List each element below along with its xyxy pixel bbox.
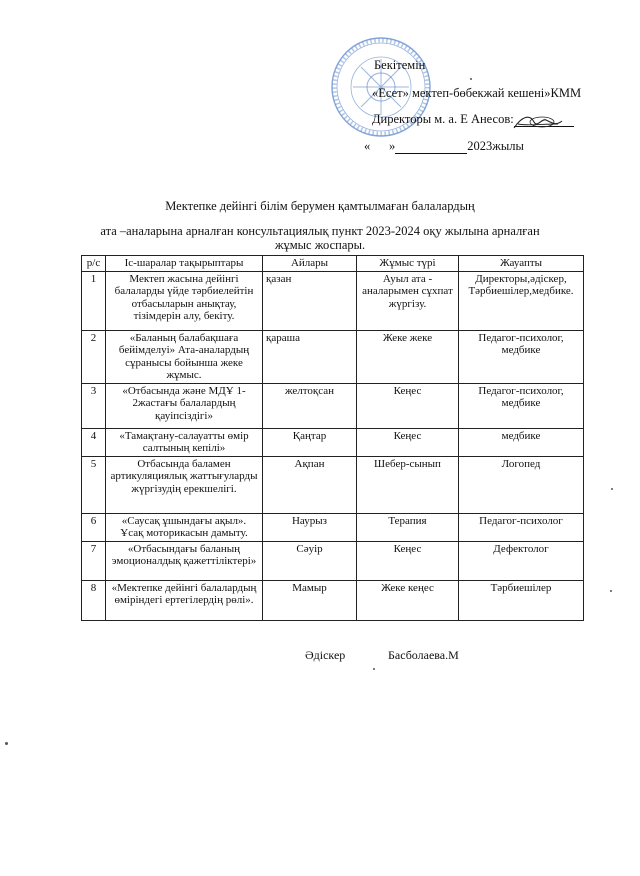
scan-speck (5, 742, 8, 745)
approval-heading: Бекітемін (374, 58, 426, 72)
row-topic: «Баланың балабақшаға бейімделуі» Ата-аналардың сұранысы бойынша жеке жұмыс. (106, 330, 263, 383)
row-number: 7 (82, 541, 106, 580)
scan-speck (470, 78, 472, 80)
date-year: 2023жылы (467, 139, 524, 153)
scan-speck (611, 488, 613, 490)
row-work-type: Жеке кеңес (357, 580, 459, 620)
row-month: Наурыз (263, 513, 357, 541)
table-row (82, 271, 584, 330)
table-row (82, 330, 584, 383)
header-responsible: Жауапты (459, 256, 584, 272)
row-number: 1 (82, 271, 106, 330)
row-month: Сәуір (263, 541, 357, 580)
table-row (82, 428, 584, 456)
table-header-row (82, 256, 584, 272)
row-topic: Мектеп жасына дейінгі балаларды үйде тәрбиелейтін отбасыларын анықтау, тізімдерін алу, бекіту. (106, 271, 263, 330)
document-title-line1: Мектепке дейінгі білім берумен қамтылмаған балалардың (165, 199, 475, 213)
date-quote-open: « (364, 139, 371, 153)
row-month: Мамыр (263, 580, 357, 620)
row-month: қараша (263, 330, 357, 383)
row-topic: Отбасында баламен артикуляциялық жаттығуларды жүргізудің ерекшелігі. (106, 456, 263, 513)
row-responsible: Логопед (459, 456, 584, 513)
date-quote-close: » (389, 139, 396, 153)
row-number: 4 (82, 428, 106, 456)
row-topic: «Отбасында және МДҰ 1-2жастағы балалардың қауіпсіздігі» (106, 383, 263, 428)
row-work-type: Кеңес (357, 541, 459, 580)
approval-date (364, 139, 524, 154)
row-topic: «Мектепке дейінгі балалардың өміріндегі ертегілердің рөлі». (106, 580, 263, 620)
row-work-type: Шебер-сынып (357, 456, 459, 513)
row-responsible: Педагог-психолог, медбике (459, 330, 584, 383)
row-month: Қаңтар (263, 428, 357, 456)
row-number: 8 (82, 580, 106, 620)
scan-speck (610, 590, 612, 592)
handwritten-signature (512, 112, 564, 134)
row-topic: «Тамақтану-салауатты өмір салтының кепілі» (106, 428, 263, 456)
work-plan-table (81, 255, 584, 621)
row-work-type: Кеңес (357, 383, 459, 428)
table-row (82, 456, 584, 513)
row-work-type: Терапия (357, 513, 459, 541)
table-row (82, 383, 584, 428)
row-month: қазан (263, 271, 357, 330)
document-title-line2: ата –аналарына арналған консультациялық пункт 2023-2024 оқу жылына арналған жұмыс жоспары. (100, 224, 540, 252)
approval-director-text: Директоры м. а. Е Анесов: (372, 112, 514, 126)
footer-name: Басболаева.М (388, 648, 459, 662)
header-work-type: Жұмыс түрі (357, 256, 459, 272)
header-topic: Іс-шаралар тақырыптары (106, 256, 263, 272)
approval-block (0, 0, 640, 160)
row-number: 6 (82, 513, 106, 541)
row-work-type: Ауыл ата - аналарымен сұхпат жүргізу. (357, 271, 459, 330)
header-number: р/с (82, 256, 106, 272)
row-month: Ақпан (263, 456, 357, 513)
scan-speck (373, 668, 375, 670)
table-row (82, 580, 584, 620)
row-responsible: медбике (459, 428, 584, 456)
row-topic: «Отбасындағы баланың эмоционалдық қажеттіліктері» (106, 541, 263, 580)
row-responsible: Дефектолог (459, 541, 584, 580)
table-row (82, 541, 584, 580)
row-work-type: Кеңес (357, 428, 459, 456)
row-responsible: Педагог-психолог (459, 513, 584, 541)
date-underline (395, 142, 467, 154)
footer-role: Әдіскер (305, 648, 346, 662)
row-number: 3 (82, 383, 106, 428)
row-number: 2 (82, 330, 106, 383)
row-number: 5 (82, 456, 106, 513)
approval-organization: «Есет» мектеп-бөбекжай кешені»КММ (372, 86, 582, 100)
row-responsible: Тәрбиешілер (459, 580, 584, 620)
table-row (82, 513, 584, 541)
row-topic: «Саусақ ұшындағы ақыл». Ұсақ моторикасын дамыту. (106, 513, 263, 541)
row-month: желтоқсан (263, 383, 357, 428)
row-responsible: Педагог-психолог, медбике (459, 383, 584, 428)
row-work-type: Жеке жеке (357, 330, 459, 383)
row-responsible: Директоры,әдіскер, Тәрбиешілер,медбике. (459, 271, 584, 330)
header-month: Айлары (263, 256, 357, 272)
